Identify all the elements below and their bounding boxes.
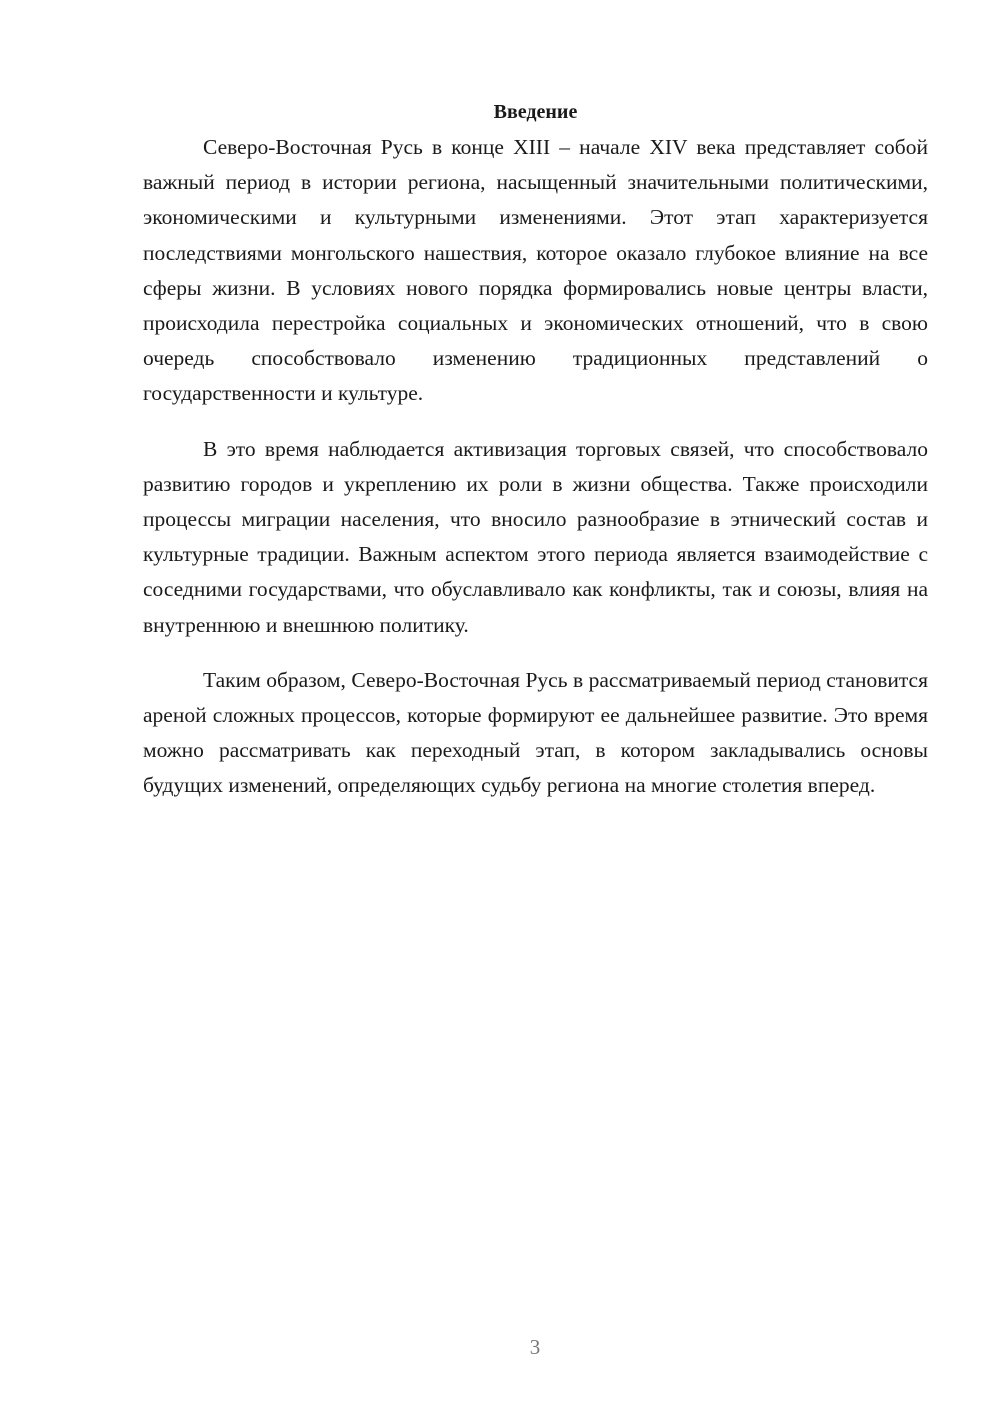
page-content [143, 96, 928, 824]
paragraph-1: Северо-Восточная Русь в конце XIII – начале XIV века представляет собой важный период в истории региона, насыщенный значительными политическими, экономическими и культурными изменениями. Этот этап характеризуется последствиями монгольского нашествия, которое оказало глубокое влияние на все сферы жизни. В условиях нового порядка формировались новые центры власти, происходила перестройка социальных и экономических отношений, что в свою очередь способствовало изменению традиционных представлений о государственности и культуре. [143, 135, 928, 406]
page-number: 3 [529, 1335, 541, 1359]
paragraph-2: В это время наблюдается активизация торговых связей, что способствовало развитию городов и укреплению их роли в жизни общества. Также происходили процессы миграции населения, что вносило разнообразие в этнический состав и культурные традиции. Важным аспектом этого периода является взаимодействие с соседними государствами, что обуславливало как конфликты, так и союзы, влияя на внутреннюю и внешнюю политику. [143, 436, 928, 637]
paragraph-3: Таким образом, Северо-Восточная Русь в рассматриваемый период становится ареной сложных процессов, которые формируют ее дальнейшее развитие. Это время можно рассматривать как переходный этап, в котором закладывались основы будущих изменений, определяющих судьбу региона на многие столетия вперед. [143, 667, 928, 798]
section-heading: Введение [493, 101, 578, 123]
